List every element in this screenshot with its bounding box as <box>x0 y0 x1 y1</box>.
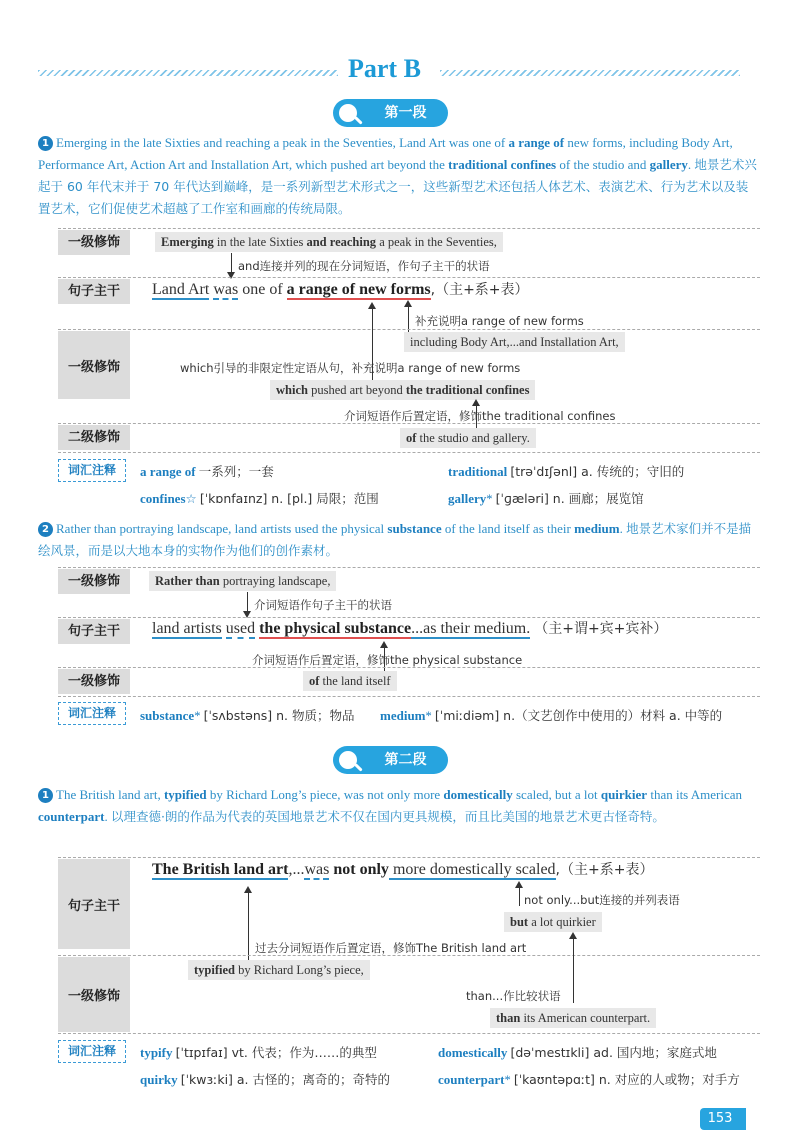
modifier-box: including Body Art,...and Installation Art, <box>404 332 625 352</box>
vocab-entry <box>140 706 354 724</box>
arrow-up <box>380 641 388 648</box>
modifier-box <box>504 912 602 932</box>
object: the physical substance <box>259 620 412 637</box>
key-term: traditional confines <box>448 157 557 172</box>
vocab-entry <box>140 1070 390 1088</box>
predicative: more domestically scaled <box>388 861 556 878</box>
connector-line <box>231 253 232 273</box>
vocab-word: gallery <box>448 491 487 506</box>
vocab-entry <box>448 489 644 507</box>
bold-word: of <box>309 674 320 688</box>
key-term: gallery <box>649 157 688 172</box>
key-term: quirkier <box>600 787 648 802</box>
vocab-word: a range of <box>140 464 196 479</box>
vocab-word: substance <box>140 708 195 723</box>
note <box>524 892 680 908</box>
connector-line <box>408 305 409 335</box>
note <box>255 940 526 956</box>
vocab-star: * <box>504 1073 511 1087</box>
text-span: . <box>104 809 111 824</box>
bold-word: which <box>276 383 308 397</box>
vocab-def: [ˈsʌbstəns] n. 物质；物品 <box>203 708 355 723</box>
verb: was <box>304 861 330 878</box>
verb: was <box>213 281 239 298</box>
text-span: than its American <box>647 787 743 802</box>
subject: land artists <box>152 620 222 637</box>
text-span: by Richard Long’s piece, <box>234 963 364 977</box>
divider <box>58 228 760 229</box>
predicative: a range of new forms <box>286 281 431 298</box>
modifier-box <box>155 232 503 252</box>
vocab-entry <box>380 706 722 724</box>
label-mod1: 一级修饰 <box>58 230 130 255</box>
vocab-star: * <box>425 709 432 723</box>
note-text: 补充说明a range of new forms <box>415 314 584 328</box>
label-vocab: 词汇注释 <box>58 459 126 482</box>
bold-word: Emerging <box>161 235 214 249</box>
key-term: counterpart <box>38 809 105 824</box>
paragraph-number: 1 <box>38 136 53 151</box>
header-hatch-right <box>440 70 740 76</box>
label-trunk: 句子主干 <box>58 619 130 644</box>
note <box>466 988 561 1004</box>
text-span: of the studio and <box>556 157 650 172</box>
chinese-translation: 以理查德·朗的作品为代表的英国地景艺术不仅在国内更具规模，而且比美国的地景艺术更古怪奇特。 <box>110 809 665 824</box>
text-span: the land itself <box>319 674 391 688</box>
label-vocab: 词汇注释 <box>58 1040 126 1063</box>
vocab-def: 一系列；一套 <box>198 464 274 479</box>
vocab-def: [ˈɡæləri] n. 画廊；展览馆 <box>495 491 644 506</box>
arrow-up <box>244 886 252 893</box>
vocab-star: * <box>194 709 201 723</box>
text-span: . <box>687 157 695 172</box>
vocab-word: confines <box>140 491 186 506</box>
magnifier-icon <box>336 101 360 125</box>
header-hatch-left <box>38 70 338 76</box>
text-span: Rather than portraying landscape, land artists used the physical <box>56 521 388 536</box>
modifier-box <box>188 960 370 980</box>
verb: used <box>225 620 256 637</box>
page-title: Part B <box>348 54 421 83</box>
key-term: domestically <box>443 787 513 802</box>
bold-word: typified <box>194 963 235 977</box>
divider <box>58 696 760 697</box>
divider <box>58 277 760 278</box>
subject: The British land art <box>152 861 289 878</box>
arrow-up <box>368 302 376 309</box>
page-number: 153 <box>700 1108 740 1130</box>
bold-word: and reaching <box>306 235 377 249</box>
modifier-box <box>400 428 536 448</box>
section-label: 第一段 <box>384 105 427 121</box>
pattern-note: ,（主+系+表） <box>555 862 654 878</box>
text-span: pushed art beyond <box>307 383 406 397</box>
text-span: a lot quirkier <box>528 915 596 929</box>
pattern-note: （主+谓+宾+宾补） <box>534 621 668 637</box>
connector-line <box>248 890 249 960</box>
vocab-entry <box>438 1070 740 1088</box>
section-label: 第二段 <box>384 752 427 768</box>
vocab-def: [ˈkaʊntəpɑːt] n. 对应的人或物；对手方 <box>513 1072 740 1087</box>
paragraph-text <box>38 518 760 562</box>
divider <box>58 667 760 668</box>
vocab-entry <box>140 489 379 507</box>
paragraph-text <box>38 132 760 220</box>
key-term: typified <box>163 787 207 802</box>
text-span: ,... <box>288 861 305 878</box>
arrow-up <box>515 881 523 888</box>
vocab-entry <box>140 462 274 480</box>
divider <box>58 567 760 568</box>
key-term: substance <box>387 521 442 536</box>
vocab-word: medium <box>380 708 426 723</box>
arrow-up <box>404 300 412 307</box>
vocab-entry <box>448 462 684 480</box>
note <box>238 258 490 274</box>
key-term: medium <box>574 521 620 536</box>
note <box>254 597 392 613</box>
vocab-def: [trəˈdɪʃənl] a. 传统的；守旧的 <box>510 464 685 479</box>
text-span: . <box>619 521 627 536</box>
text-span: Emerging in the late Sixties and reaching a peak in the Seventies, Land Art was one of <box>56 135 509 150</box>
magnifier-icon <box>336 748 360 772</box>
vocab-def: [dəˈmestɪkli] ad. 国内地；家庭式地 <box>510 1045 717 1060</box>
label-mod1: 一级修饰 <box>58 669 130 694</box>
vocab-def: [ˈmiːdiəm] n.（文艺创作中使用的）材料 a. 中等的 <box>434 708 723 723</box>
note-text: and连接并列的现在分词短语，作句子主干的状语 <box>238 259 490 273</box>
text-span: by Richard Long’s piece, was not only more <box>206 787 444 802</box>
vocab-word: typify <box>140 1045 173 1060</box>
main-clause <box>152 618 667 638</box>
bold-word: Rather than <box>155 574 220 588</box>
bold-word: but <box>510 915 529 929</box>
section-pill-1 <box>333 99 448 127</box>
note <box>180 360 520 376</box>
modifier-box <box>270 380 535 400</box>
vocab-entry <box>438 1043 717 1061</box>
label-vocab: 词汇注释 <box>58 702 126 725</box>
text-span: portraying landscape, <box>219 574 331 588</box>
text-span: a peak in the Seventies, <box>376 235 497 249</box>
complement: ...as their medium. <box>411 620 531 637</box>
divider <box>58 423 760 424</box>
paragraph-text <box>38 784 760 828</box>
note-text: 过去分词短语作后置定语，修饰The British land art <box>255 941 527 955</box>
connector-line <box>247 592 248 612</box>
divider <box>58 329 760 330</box>
bold-word: the traditional confines <box>405 383 530 397</box>
main-clause <box>152 279 529 299</box>
text-span: of the land itself as their <box>441 521 575 536</box>
label-mod1: 一级修饰 <box>58 957 130 1032</box>
text-span: one of <box>242 281 283 298</box>
paragraph-number: 2 <box>38 522 53 537</box>
label-mod1: 一级修饰 <box>58 331 130 399</box>
note <box>415 313 584 329</box>
note-text: which引导的非限定性定语从句，补充说明a range of new forms <box>180 361 521 375</box>
bold-word: not only <box>333 861 389 878</box>
note <box>252 652 522 668</box>
main-clause <box>152 859 653 879</box>
chinese-translation: 地景艺术兴起于 60 年代末并于 70 年代达到巅峰，是一系列新型艺术形式之一，这些新型艺术还包括人体艺术、表演艺术、行为艺术以及装置艺术，它们促使艺术超越了工作室和画廊的传统局限。 <box>38 157 757 216</box>
label-mod2: 二级修饰 <box>58 425 130 450</box>
text-span: scaled, but a lot <box>512 787 601 802</box>
text-span: The British land art, <box>56 787 164 802</box>
chinese-translation: 地景艺术家们并不是描绘风景，而是以大地本身的实物作为他们的创作素材。 <box>38 521 752 558</box>
vocab-def: [ˈkɒnfaɪnz] n. [pl.] 局限；范围 <box>199 491 379 506</box>
vocab-star: * <box>486 492 493 506</box>
note-text: 介词短语作句子主干的状语 <box>254 598 392 612</box>
vocab-word: traditional <box>448 464 508 479</box>
modifier-box <box>490 1008 656 1028</box>
vocab-star: ☆ <box>185 492 197 506</box>
modifier-box <box>149 571 336 591</box>
vocab-def: [ˈtɪpɪfaɪ] vt. 代表；作为……的典型 <box>175 1045 377 1060</box>
text-span: its American counterpart. <box>520 1011 651 1025</box>
label-trunk: 句子主干 <box>58 859 130 949</box>
text-span: in the late Sixties <box>213 235 307 249</box>
paragraph-number: 1 <box>38 788 53 803</box>
note <box>344 408 615 424</box>
label-mod1: 一级修饰 <box>58 569 130 594</box>
subject: Land Art <box>152 281 210 298</box>
section-pill-2 <box>333 746 448 774</box>
vocab-entry <box>140 1043 377 1061</box>
divider <box>58 955 760 956</box>
note-text: 介词短语作后置定语，修饰the physical substance <box>252 653 523 667</box>
label-trunk: 句子主干 <box>58 279 130 304</box>
bold-word: than <box>496 1011 521 1025</box>
arrow-up <box>472 399 480 406</box>
arrow-up <box>569 932 577 939</box>
text-span: new forms, including Body Art, Performance Art, Action Art and Installation Art, which pushed art beyond the <box>38 135 733 172</box>
note-text: 介词短语作后置定语，修饰the traditional confines <box>344 409 616 423</box>
modifier-box <box>303 671 397 691</box>
vocab-word: counterpart <box>438 1072 505 1087</box>
vocab-word: domestically <box>438 1045 508 1060</box>
vocab-word: quirky <box>140 1072 178 1087</box>
bold-word: of <box>406 431 417 445</box>
divider <box>58 452 760 453</box>
note-text: not only...but连接的并列表语 <box>524 893 680 907</box>
divider <box>58 1033 760 1034</box>
connector-line <box>573 935 574 1003</box>
text-span: the studio and gallery. <box>416 431 530 445</box>
note-text: than...作比较状语 <box>466 989 561 1003</box>
pattern-note: ,（主+系+表） <box>430 282 529 298</box>
key-term: a range of <box>508 135 565 150</box>
divider <box>58 857 760 858</box>
vocab-def: [ˈkwɜːki] a. 古怪的；离奇的；奇特的 <box>180 1072 391 1087</box>
